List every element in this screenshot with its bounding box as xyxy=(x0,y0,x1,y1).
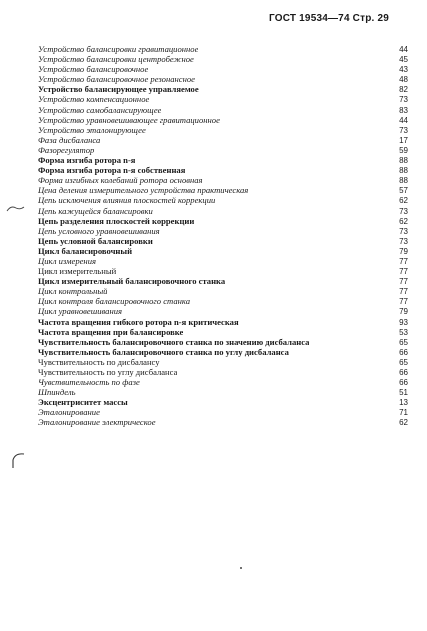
index-page-number: 71 xyxy=(399,408,408,418)
index-page-number: 73 xyxy=(399,226,408,236)
index-page-number: 65 xyxy=(399,337,408,347)
index-page-number: 51 xyxy=(399,388,408,398)
index-term: Чувствительность балансировочного станка по углу дисбаланса xyxy=(38,346,289,357)
index-term: Цепь разделения плоскостей коррекции xyxy=(38,215,195,226)
index-page-number: 66 xyxy=(399,368,408,377)
index-page-number: 73 xyxy=(399,236,408,246)
index-term: Устройство компенсационное xyxy=(38,94,150,105)
index-entry xyxy=(38,216,408,226)
index-page-number: 73 xyxy=(399,125,408,135)
index-entry xyxy=(38,337,408,347)
index-term: Форма изгиба ротора n-я собственная xyxy=(38,165,186,176)
index-term: Чувствительность по углу дисбаланса xyxy=(38,367,178,377)
index-term: Форма изгиба ротора n-я xyxy=(38,155,136,166)
index-term: Частота вращения гибкого ротора n-я критическая xyxy=(38,316,239,327)
index-entry xyxy=(38,387,408,397)
index-entry xyxy=(38,94,408,104)
index-term: Эксцентриситет массы xyxy=(38,397,128,408)
speck-dot xyxy=(239,566,243,570)
index-entry xyxy=(38,256,408,266)
index-term: Устройство балансировки гравитационное xyxy=(38,44,199,54)
index-term: Форма изгибных колебаний ротора основная xyxy=(38,175,203,186)
index-entry xyxy=(38,105,408,115)
index-entry xyxy=(38,145,408,155)
index-term: Цепь условной балансировки xyxy=(38,235,153,246)
index-term: Эталонирование xyxy=(38,407,100,418)
index-term: Цепь исключения влияния плоскостей коррекции xyxy=(38,195,216,206)
index-term: Фазорегулятор xyxy=(38,144,95,155)
index-page-number: 77 xyxy=(399,267,408,277)
index-term: Устройство балансировочное резонансное xyxy=(38,74,195,85)
index-page-number: 88 xyxy=(399,176,408,186)
index-page-number: 45 xyxy=(399,55,408,65)
index-entry xyxy=(38,306,408,316)
index-page-number: 62 xyxy=(399,196,408,206)
index-entry xyxy=(38,317,408,327)
index-page-number: 88 xyxy=(399,156,408,166)
index-entry xyxy=(38,397,408,407)
index-entry xyxy=(38,165,408,175)
index-page-number: 77 xyxy=(399,287,408,297)
index-page-number: 77 xyxy=(399,256,408,266)
index-term: Устройство балансировки центробежное xyxy=(38,54,194,65)
index-page-number: 62 xyxy=(399,216,408,226)
index-entry xyxy=(38,266,408,276)
index-page-number: 73 xyxy=(399,206,408,216)
index-term: Устройство балансировочное xyxy=(38,64,149,75)
index-term: Устройство балансирующее управляемое xyxy=(38,84,199,95)
index-entry xyxy=(38,367,408,377)
index-term: Частота вращения при балансировке xyxy=(38,326,184,337)
index-term: Цикл контроля балансировочного станка xyxy=(38,296,190,307)
index-page-number: 66 xyxy=(399,378,408,388)
index-page-number: 13 xyxy=(399,398,408,408)
index-page-number: 53 xyxy=(399,327,408,337)
index-page-number: 57 xyxy=(399,186,408,196)
index-page-number: 73 xyxy=(399,95,408,105)
index-page-number: 82 xyxy=(399,85,408,95)
index-term: Шпиндель xyxy=(38,387,76,398)
index-page-number: 83 xyxy=(399,105,408,115)
index-term: Фаза дисбаланса xyxy=(38,134,101,145)
index-entry xyxy=(38,185,408,195)
index-entry xyxy=(38,226,408,236)
index-entry xyxy=(38,175,408,185)
index-entry xyxy=(38,407,408,417)
term-index-list xyxy=(38,44,408,428)
index-term: Устройство эталонирующее xyxy=(38,124,146,135)
index-entry xyxy=(38,377,408,387)
index-term: Чувствительность по дисбалансу xyxy=(38,356,160,367)
index-entry xyxy=(38,417,408,427)
index-term: Чувствительность балансировочного станка по значению дисбаланса xyxy=(38,336,310,347)
index-entry xyxy=(38,195,408,205)
index-page-number: 44 xyxy=(399,45,408,54)
index-entry xyxy=(38,286,408,296)
index-term: Цикл уравновешивания xyxy=(38,306,123,317)
index-term: Цикл контрольный xyxy=(38,286,108,297)
margin-mark-lower xyxy=(10,452,26,470)
index-term: Цикл измерения xyxy=(38,255,96,266)
index-page-number: 77 xyxy=(399,277,408,287)
index-entry xyxy=(38,276,408,286)
index-entry xyxy=(38,44,408,54)
page-header: ГОСТ 19534—74 Стр. 29 xyxy=(269,13,389,24)
index-entry xyxy=(38,135,408,145)
index-entry xyxy=(38,296,408,306)
index-page-number: 79 xyxy=(399,307,408,317)
index-entry xyxy=(38,74,408,84)
index-page-number: 77 xyxy=(399,297,408,307)
index-term: Цепь кажущейся балансировки xyxy=(38,205,153,216)
index-term: Цена деления измерительного устройства практическая xyxy=(38,185,249,196)
index-term: Цикл балансировочный xyxy=(38,245,133,256)
index-page-number: 17 xyxy=(399,135,408,145)
index-entry xyxy=(38,357,408,367)
index-entry xyxy=(38,115,408,125)
index-page-number: 66 xyxy=(399,347,408,357)
index-entry xyxy=(38,155,408,165)
index-entry xyxy=(38,327,408,337)
index-page-number: 65 xyxy=(399,357,408,367)
index-page-number: 79 xyxy=(399,246,408,256)
index-entry xyxy=(38,64,408,74)
index-entry xyxy=(38,84,408,94)
index-term: Цикл измерительный xyxy=(38,266,117,277)
index-entry xyxy=(38,246,408,256)
index-term: Цепь условного уравновешивания xyxy=(38,225,160,236)
index-entry xyxy=(38,347,408,357)
margin-mark-upper xyxy=(6,203,26,213)
index-page-number: 62 xyxy=(399,418,408,428)
index-page-number: 93 xyxy=(399,317,408,327)
index-term: Чувствительность по фазе xyxy=(38,377,140,388)
index-page-number: 44 xyxy=(399,115,408,125)
index-entry xyxy=(38,54,408,64)
index-entry xyxy=(38,125,408,135)
index-entry xyxy=(38,236,408,246)
index-page-number: 88 xyxy=(399,166,408,176)
index-page-number: 59 xyxy=(399,145,408,155)
index-term: Устройство уравновешивающее гравитационное xyxy=(38,114,220,125)
index-term: Цикл измерительный балансировочного станка xyxy=(38,276,226,287)
index-term: Эталонирование электрическое xyxy=(38,417,156,428)
index-page-number: 48 xyxy=(399,75,408,85)
index-entry xyxy=(38,206,408,216)
index-term: Устройство самобалансирующее xyxy=(38,104,162,115)
index-page-number: 43 xyxy=(399,65,408,75)
